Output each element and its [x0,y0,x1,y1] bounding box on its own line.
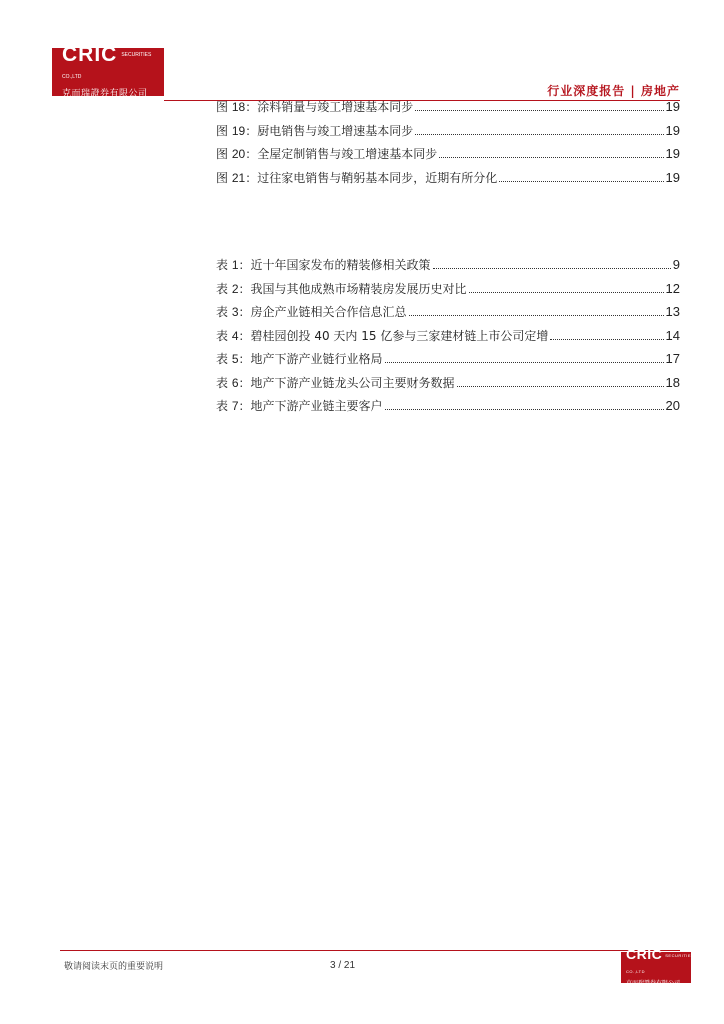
logo-text: CRIC [626,946,663,963]
entry-page: 12 [665,280,680,296]
entry-page: 20 [665,398,680,413]
entry-page: 19 [665,146,680,161]
table-entry[interactable] [216,350,680,374]
figure-entry[interactable] [216,145,680,169]
dot-leader [385,408,664,410]
dot-leader [415,133,663,135]
entry-label: 图 18：涂料销量与竣工增速基本同步 [216,100,414,114]
table-entry[interactable] [216,397,680,421]
entry-label: 图 20：全屋定制销售与竣工增速基本同步 [216,147,438,161]
dot-leader [433,267,671,269]
entry-label: 图 21：过往家电销售与鞘躬基本同步，近期有所分化 [216,170,498,185]
entry-label: 表 5：地产下游产业链行业格局 [216,352,383,366]
entry-page: 19 [665,99,680,114]
footer-disclaimer: 敬请阅读末页的重要说明 [64,962,164,972]
table-entry[interactable] [216,280,680,304]
logo-small-text: SECURITIES CO.,LTD [62,52,152,81]
entry-page: 19 [665,169,680,185]
table-entry[interactable] [216,327,680,351]
footer-logo [621,946,695,987]
entry-label: 表 6：地产下游产业链龙头公司主要财务数据 [216,375,455,390]
table-entry[interactable] [216,256,680,280]
logo-subtitle: 克而瑞證券有限公司 [62,89,148,100]
company-logo [52,42,164,100]
footer-divider [60,950,680,951]
dot-leader [409,314,664,316]
dot-leader [550,338,663,340]
table-entry[interactable] [216,374,680,398]
dot-leader [385,361,664,363]
entry-page: 13 [665,304,680,319]
figure-entry[interactable] [216,169,680,193]
entry-label: 图 19：厨电销售与竣工增速基本同步 [216,123,414,138]
entry-label: 表 1：近十年国家发布的精装修相关政策 [216,258,431,272]
logo-small-text: SECURITIES CO.,LTD [626,953,695,974]
figure-entry[interactable] [216,98,680,122]
figure-list [216,98,680,192]
table-list [216,256,680,421]
dot-leader [457,385,664,387]
entry-page: 19 [665,122,680,138]
dot-leader [469,291,664,293]
dot-leader [499,180,663,182]
entry-page: 18 [665,374,680,390]
entry-page: 9 [672,257,680,272]
dot-leader [439,156,663,158]
logo-subtitle: 克而瑞證券有限公司 [626,979,681,987]
table-entry[interactable] [216,303,680,327]
entry-page: 17 [665,351,680,366]
logo-text: CRIC [62,42,118,66]
entry-page: 14 [665,327,680,343]
entry-label: 表 2：我国与其他成熟市场精装房发展历史对比 [216,281,467,296]
dot-leader [415,109,663,111]
section-label: 行业深度报告 | 房地产 [547,84,680,98]
entry-label: 表 4：碧桂园创投 40 天内 15 亿参与三家建材链上市公司定增 [216,328,549,343]
page-number: 3 / 21 [330,960,356,971]
entry-label: 表 3：房企产业链相关合作信息汇总 [216,305,407,319]
entry-label: 表 7：地产下游产业链主要客户 [216,399,383,413]
figure-entry[interactable] [216,122,680,146]
